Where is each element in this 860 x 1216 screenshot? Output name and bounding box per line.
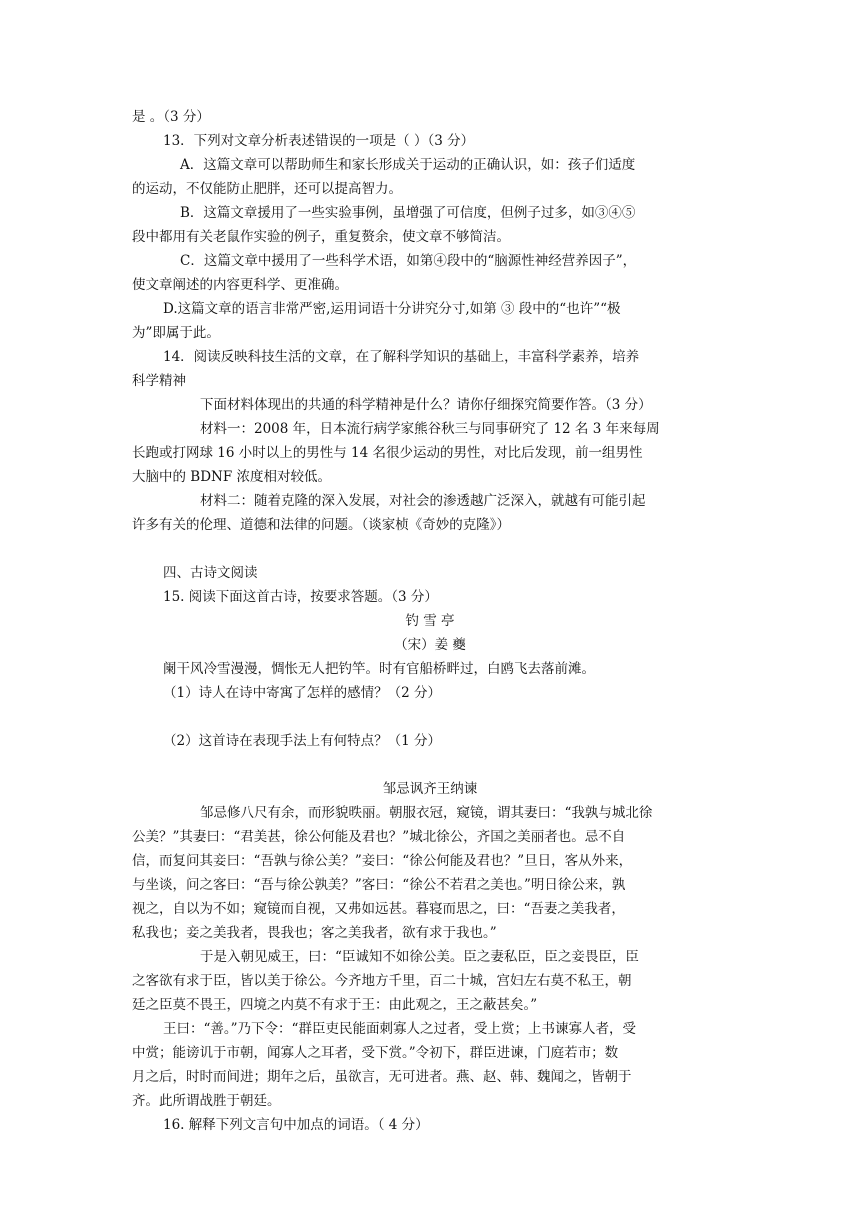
poem-title: 钓 雪 亭 [405,613,455,629]
q14-material2-line1: 材料二：随着克隆的深入发展，对社会的渗透越广泛深入，就越有可能引起 [200,493,646,509]
passage-p1-line4: 与坐谈，问之客曰：“吾与徐公孰美？”客曰：“徐公不若君之美也。”明日徐公来，孰 [132,877,626,893]
section-heading: 四、古诗文阅读 [163,565,258,581]
passage-p1-line3: 信，而复问其妾曰：“吾孰与徐公美？”妾曰：“徐公何能及君也？”旦日，客从外来， [132,853,633,869]
passage-p3-line1: 王曰：“善。”乃下令：“群臣吏民能面刺寡人之过者，受上赏；上书谏寡人者，受 [163,1021,636,1037]
q13-option-d-line2: 为”即属于此。 [132,325,220,341]
passage-p1-line1: 邹忌修八尺有余，而形貌昳丽。朝服衣冠，窥镜，谓其妻曰：“我孰与城北徐 [200,805,653,821]
q14-material1-line2: 长跑或打网球 16 小时以上的男性与 14 名很少运动的男性，对比后发现，前一组男性 [132,445,643,461]
passage-p3-line3: 月之后，时时而间进；期年之后，虽欲言，无可进者。燕、赵、韩、魏闻之，皆朝于 [132,1069,632,1085]
passage-p1-line2: 公美？”其妻曰：“君美甚，徐公何能及君也？”城北徐公，齐国之美丽者也。忌不自 [132,829,626,845]
q13-option-a-line1: A．这篇文章可以帮助师生和家长形成关于运动的正确认识，如：孩子们适度 [180,157,636,173]
q14-stem-line2: 科学精神 [132,373,186,389]
q13-option-c-line1: C．这篇文章中援用了一些科学术语，如第④段中的“脑源性神经营养因子”， [180,253,637,269]
q13-option-c-line2: 使文章阐述的内容更科学、更准确。 [132,277,348,293]
passage-p2-line1: 于是入朝见威王，曰：“臣诚知不如徐公美。臣之妻私臣，臣之妾畏臣，臣 [200,949,639,965]
q13-stem: 13．下列对文章分析表述错误的一项是（ ）（3 分） [163,133,475,149]
passage-title: 邹忌讽齐王纳谏 [382,781,478,797]
q14-prompt: 下面材料体现出的共通的科学精神是什么？请你仔细探究简要作答。（3 分） [200,397,652,413]
poem-author: （宋）姜 夔 [394,637,466,653]
passage-p2-line2: 之客欲有求于臣，皆以美于徐公。今齐地方千里，百二十城，宫妇左右莫不私王，朝 [132,973,632,989]
q15-sub1: （1）诗人在诗中寄寓了怎样的感情？（2 分） [163,685,441,701]
q13-option-b-line1: B．这篇文章援用了一些实验事例，虽增强了可信度，但例子过多，如③④⑤ [180,205,636,221]
passage-p1-line6: 私我也；妾之美我者，畏我也；客之美我者，欲有求于我也。” [132,925,497,941]
q13-option-a-line2: 的运动，不仅能防止肥胖，还可以提高智力。 [132,181,402,197]
poem-text: 阑干风冷雪漫漫，惆怅无人把钓竿。时有官船桥畔过，白鸥飞去落前滩。 [163,661,595,677]
q15-sub2: （2）这首诗在表现手法上有何特点？（1 分） [163,733,441,749]
passage-p3-line2: 中赏；能谤讥于市朝，闻寡人之耳者，受下赏。”令初下，群臣进谏，门庭若市；数 [132,1045,619,1061]
q13-option-d-line1: D.这篇文章的语言非常严密,运用词语十分讲究分寸,如第 ③ 段中的“也许”“极 [163,301,621,317]
q12-answer-line: 是 。（3 分） [132,109,210,125]
q15-stem: 15. 阅读下面这首古诗，按要求答题。（3 分） [163,589,438,605]
q16-stem: 16. 解释下列文言句中加点的词语。（ 4 分） [163,1117,429,1133]
q14-stem-line1: 14．阅读反映科技生活的文章，在了解科学知识的基础上，丰富科学素养，培养 [163,349,640,365]
q14-material2-line2: 许多有关的伦理、道德和法律的问题。（谈家桢《奇妙的克隆》） [132,517,510,533]
q14-material1-line3: 大脑中的 BDNF 浓度相对较低。 [132,469,332,485]
q14-material1-line1: 材料一：2008 年，日本流行病学家熊谷秋三与同事研究了 12 名 3 年来每周 [200,421,660,437]
passage-p3-line4: 齐。此所谓战胜于朝廷。 [132,1093,281,1109]
q13-option-b-line2: 段中都用有关老鼠作实验的例子，重复赘余，使文章不够简洁。 [132,229,510,245]
passage-p2-line3: 廷之臣莫不畏王，四境之内莫不有求于王：由此观之，王之蔽甚矣。” [132,997,538,1013]
passage-p1-line5: 视之，自以为不如；窥镜而自视，又弗如远甚。暮寝而思之，曰：“吾妻之美我者， [132,901,625,917]
